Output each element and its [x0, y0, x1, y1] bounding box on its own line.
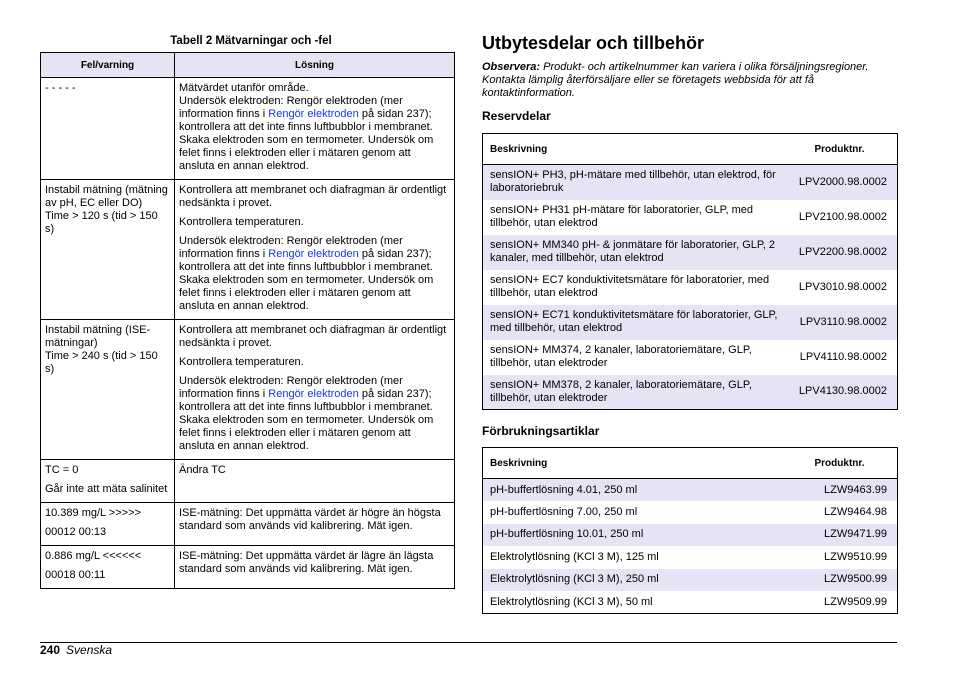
- error-text: 00018 00:11: [45, 569, 106, 581]
- error-text: Går inte att mäta salinitet: [45, 483, 168, 495]
- description-cell: pH-buffertlösning 4.01, 250 ml: [490, 483, 638, 496]
- product-number-cell: LZW9463.99: [824, 483, 887, 496]
- description-cell: sensION+ PH3, pH-mätare med tillbehör, utan elektrod, för laboratoriebruk: [490, 169, 776, 195]
- table-row: [41, 546, 455, 589]
- error-text: 10.389 mg/L >>>>>: [45, 507, 141, 519]
- reservdelar-heading: Reservdelar: [482, 109, 551, 123]
- solution-paragraph: [179, 95, 449, 173]
- solution-text: Mätvärdet utanför område.: [179, 82, 309, 94]
- solution-paragraph: [179, 464, 449, 477]
- table-row: [483, 479, 898, 502]
- solution-text: Undersök elektroden: Rengör elektroden (mer information finns i: [179, 235, 403, 260]
- error-text: Instabil mätning (ISE-mätningar): [45, 324, 151, 349]
- solution-text: på sidan 237); kontrollera att det inte finns luftbubblor i membranet. Skaka elektroden som en termometer. Undersök om felet finns i elektroden eller i mätaren genom att ansluta en annan elektrod.: [179, 108, 434, 172]
- table-row: [483, 165, 898, 200]
- table-row: [483, 591, 898, 614]
- solution-paragraph: [179, 324, 449, 350]
- header-produktnr: Produktnr.: [814, 457, 865, 469]
- error-cell: [41, 460, 175, 503]
- solution-text: Kontrollera att membranet och diafragman är ordentligt nedsänkta i provet.: [179, 184, 447, 209]
- header-beskrivning: Beskrivning: [490, 143, 548, 155]
- product-number-cell: LZW9510.99: [824, 550, 887, 563]
- solution-cell: [175, 460, 455, 503]
- note-text: Produkt- och artikelnummer kan variera i olika försäljningsregioner. Kontakta lämplig återförsäljare eller se företagets webbsida för att få kontaktinformation.: [482, 61, 869, 99]
- section-title: Utbytesdelar och tillbehör: [482, 33, 705, 53]
- header-beskrivning: Beskrivning: [490, 457, 548, 469]
- solution-text: Undersök elektroden: Rengör elektroden (mer information finns i: [179, 375, 403, 400]
- solution-text: på sidan 237); kontrollera att det inte finns luftbubblor i membranet. Skaka elektroden som en termometer. Undersök om felet finns i elektroden eller i mätaren genom att ansluta en annan elektrod.: [179, 248, 434, 312]
- table-row: [483, 235, 898, 270]
- table-row: [41, 460, 455, 503]
- description-cell: sensION+ MM340 pH- & jonmätare för laboratorier, GLP, 2 kanaler, med tillbehör, utan elektrod: [490, 239, 776, 264]
- product-number-cell: LPV2000.98.0002: [798, 175, 887, 188]
- error-text: 0.886 mg/L <<<<<<: [45, 550, 142, 562]
- solution-text: ISE-mätning: Det uppmätta värdet är lägre än lägsta standard som används vid kalibrering. Mät igen.: [179, 550, 434, 575]
- forbrukningsartiklar-header: [483, 448, 898, 479]
- error-text: - - - - -: [45, 82, 76, 94]
- error-text: 00012 00:13: [45, 526, 107, 538]
- solution-cell: [175, 503, 455, 546]
- table-row: [483, 375, 898, 410]
- error-table-body: [41, 78, 455, 589]
- error-text: Instabil mätning (mätning av pH, EC eller DO): [45, 184, 168, 209]
- table-caption: Tabell 2 Mätvarningar och -fel: [170, 35, 332, 47]
- solution-paragraph: [179, 550, 449, 576]
- footer-language: Svenska: [66, 643, 113, 657]
- solution-text: Ändra TC: [179, 464, 226, 476]
- product-number-cell: LZW9464.98: [824, 505, 887, 518]
- description-cell: Elektrolytlösning (KCl 3 M), 125 ml: [490, 550, 659, 563]
- error-cell: [41, 320, 175, 460]
- product-number-cell: LPV2100.98.0002: [798, 210, 887, 223]
- left-column: [40, 32, 454, 589]
- solution-text: Kontrollera temperaturen.: [179, 356, 304, 368]
- table-row: [483, 524, 898, 547]
- page-footer: [40, 643, 112, 657]
- table-row: [483, 501, 898, 524]
- solution-cell: [175, 78, 455, 180]
- header-losning: Lösning: [175, 53, 455, 78]
- table-row: [41, 320, 455, 460]
- reservdelar-body: [483, 165, 898, 410]
- table-row: [41, 180, 455, 320]
- solution-text: på sidan 237); kontrollera att det inte finns luftbubblor i membranet. Skaka elektroden som en termometer. Undersök om felet finns i elektroden eller i mätaren genom att ansluta en annan elektrod.: [179, 388, 434, 452]
- cross-reference-link[interactable]: Rengör elektroden: [268, 108, 359, 120]
- product-number-cell: LZW9471.99: [824, 528, 887, 541]
- description-cell: sensION+ PH31 pH-mätare för laboratorier, GLP, med tillbehör, utan elektrod: [490, 204, 754, 229]
- table-row: [483, 270, 898, 305]
- solution-paragraph: [179, 82, 449, 95]
- solution-paragraph: [179, 216, 449, 229]
- description-cell: Elektrolytlösning (KCl 3 M), 250 ml: [490, 573, 659, 586]
- table-row: [483, 340, 898, 375]
- solution-paragraph: [179, 356, 449, 369]
- error-text: Time > 120 s (tid > 150 s): [45, 210, 158, 235]
- solution-paragraph: [179, 507, 449, 533]
- right-column: [482, 30, 897, 614]
- page-number: 240: [40, 643, 61, 657]
- product-number-cell: LPV3010.98.0002: [798, 280, 887, 293]
- product-number-cell: LZW9500.99: [824, 573, 887, 586]
- error-cell: [41, 503, 175, 546]
- footer-divider: [40, 642, 897, 643]
- error-cell: [41, 180, 175, 320]
- error-table-header: [41, 53, 455, 78]
- product-number-cell: LPV4110.98.0002: [799, 350, 887, 363]
- error-table: [40, 52, 455, 589]
- solution-text: Kontrollera att membranet och diafragman är ordentligt nedsänkta i provet.: [179, 324, 447, 349]
- reservdelar-header: [483, 134, 898, 165]
- solution-cell: [175, 180, 455, 320]
- forbrukningsartiklar-body: [483, 479, 898, 614]
- reservdelar-table: [482, 133, 898, 410]
- table-row: [41, 78, 455, 180]
- table-row: [483, 569, 898, 592]
- product-number-cell: LPV4130.98.0002: [798, 385, 887, 398]
- description-cell: sensION+ MM378, 2 kanaler, laboratoriemätare, GLP, tillbehör, utan elektroder: [490, 378, 752, 404]
- product-number-cell: LZW9509.99: [824, 595, 887, 608]
- table-row: [483, 546, 898, 569]
- table-row: [483, 200, 898, 235]
- error-text: TC = 0: [45, 464, 79, 476]
- description-cell: sensION+ EC7 konduktivitetsmätare för laboratorier, med tillbehör, utan elektrod: [490, 274, 770, 299]
- table-row: [483, 305, 898, 340]
- forbrukningsartiklar-table: [482, 447, 898, 614]
- error-cell: [41, 78, 175, 180]
- header-fel-varning: Fel/varning: [41, 53, 175, 78]
- solution-paragraph: [179, 375, 449, 453]
- solution-paragraph: [179, 184, 449, 210]
- table-row: [41, 503, 455, 546]
- forbrukningsartiklar-heading: Förbrukningsartiklar: [482, 424, 600, 438]
- cross-reference-link[interactable]: Rengör elektroden: [268, 248, 359, 260]
- description-cell: pH-buffertlösning 10.01, 250 ml: [490, 528, 644, 541]
- product-number-cell: LPV2200.98.0002: [798, 245, 887, 258]
- solution-text: Undersök elektroden: Rengör elektroden (mer information finns i: [179, 95, 403, 120]
- description-cell: sensION+ MM374, 2 kanaler, laboratoriemätare, GLP, tillbehör, utan elektroder: [490, 344, 752, 369]
- description-cell: sensION+ EC71 konduktivitetsmätare för laboratorier, GLP, med tillbehör, utan elektrod: [490, 309, 778, 334]
- header-produktnr: Produktnr.: [814, 143, 865, 155]
- note-label: Observera:: [482, 61, 541, 73]
- product-number-cell: LPV3110.98.0002: [799, 315, 887, 328]
- solution-paragraph: [179, 235, 449, 313]
- solution-text: ISE-mätning: Det uppmätta värdet är högre än högsta standard som används vid kalibrering. Mät igen.: [179, 507, 441, 532]
- description-cell: pH-buffertlösning 7.00, 250 ml: [490, 505, 638, 518]
- cross-reference-link[interactable]: Rengör elektroden: [268, 388, 359, 400]
- error-cell: [41, 546, 175, 589]
- description-cell: Elektrolytlösning (KCl 3 M), 50 ml: [490, 595, 653, 608]
- solution-cell: [175, 546, 455, 589]
- solution-cell: [175, 320, 455, 460]
- note: [482, 61, 892, 100]
- error-text: Time > 240 s (tid > 150 s): [45, 350, 158, 375]
- solution-text: Kontrollera temperaturen.: [179, 216, 304, 228]
